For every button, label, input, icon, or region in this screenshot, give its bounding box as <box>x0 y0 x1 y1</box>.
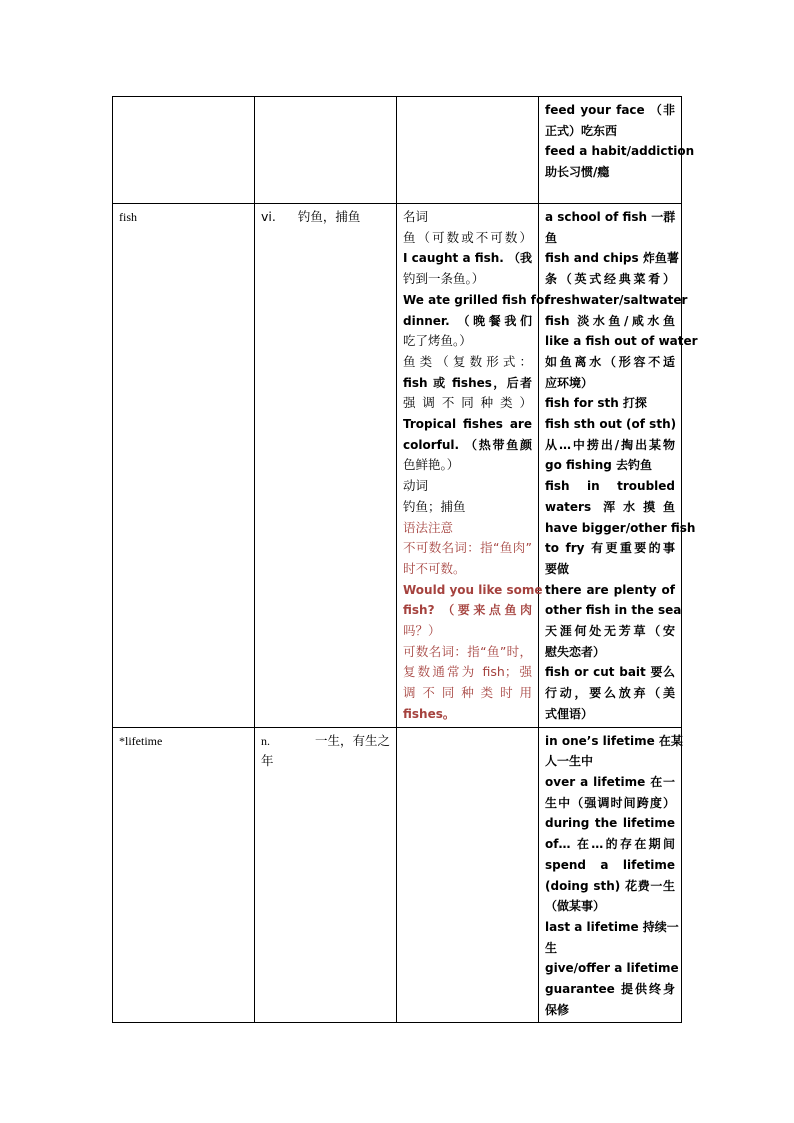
example-line: a school of fish 一群 <box>545 210 676 224</box>
usage-line: 可数名词：指“鱼”时， <box>403 643 532 659</box>
example-line: feed a habit/addiction <box>545 144 695 159</box>
example-line: like a fish out of water <box>545 334 698 349</box>
usage-line: 吗？） <box>403 623 441 639</box>
usage-line: 钓到一条鱼。） <box>403 271 485 287</box>
headword-cell <box>113 727 255 1023</box>
usage-line: 复数通常为 fish；强 <box>403 664 532 680</box>
usage-line: 调不同种类时用 <box>403 685 532 701</box>
usage-line: 动词 <box>403 478 429 494</box>
example-line: fish and chips 炸鱼薯 <box>545 251 679 266</box>
example-line: in one’s lifetime 在某 <box>545 733 683 748</box>
example-line: fish or cut bait 要么 <box>545 665 675 680</box>
usage-line: 语法注意 <box>403 519 454 535</box>
example-line: give/offer a lifetime <box>545 961 679 976</box>
usage-line: 强调不同种类） <box>403 395 532 411</box>
usage-cell <box>397 204 551 728</box>
example-line: 应环境） <box>545 375 594 390</box>
table-row <box>113 97 682 204</box>
example-line: go fishing 去钓鱼 <box>545 458 653 473</box>
pos-tag: vi. <box>261 209 276 224</box>
usage-line: I caught a fish. （我 <box>403 251 533 266</box>
example-line: 鱼 <box>545 230 558 245</box>
pos-cell <box>255 204 397 728</box>
example-line: 慰失恋者） <box>545 644 606 659</box>
usage-line: We ate grilled fish for <box>403 292 551 307</box>
pos-meaning: 钓鱼，捕鱼 <box>297 209 361 224</box>
example-line: waters 浑水摸鱼 <box>545 499 675 514</box>
example-line: 人一生中 <box>545 754 594 769</box>
pos-meaning: 一生，有生之 <box>314 732 390 748</box>
example-line: 生中（强调时间跨度） <box>545 795 675 810</box>
usage-line: 色鲜艳。） <box>403 457 460 473</box>
example-line: 正式）吃东西 <box>545 123 618 138</box>
example-line: fish 淡水鱼/咸水鱼 <box>545 313 675 328</box>
usage-line: fish 或 fishes，后者 <box>403 375 532 390</box>
usage-line: 不可数名词：指“鱼肉” <box>403 540 532 556</box>
example-line: have bigger/other fish <box>545 520 696 535</box>
pos-meaning-cont: 年 <box>261 753 274 769</box>
usage-line: colorful. （热带鱼颜 <box>403 437 532 452</box>
usage-cell <box>397 97 539 204</box>
usage-line: fishes。 <box>403 706 455 721</box>
example-line: 式俚语） <box>545 706 594 721</box>
usage-line: 名词 <box>403 209 429 224</box>
example-line: feed your face （非 <box>545 103 675 117</box>
example-line: fish for sth 打探 <box>545 396 647 411</box>
example-line: last a lifetime 持续一 <box>545 919 679 934</box>
example-line: fish sth out (of sth) <box>545 417 677 432</box>
usage-line: 钓鱼；捕鱼 <box>403 498 466 514</box>
example-line: during the lifetime <box>545 816 675 831</box>
usage-line: fish? （要来点鱼肉 <box>403 603 532 618</box>
headword-cell <box>113 97 255 204</box>
usage-line: 鱼（可数或不可数） <box>403 229 532 245</box>
table-row <box>113 727 682 1023</box>
example-line: guarantee 提供终身 <box>545 982 675 997</box>
example-line: 条（英式经典菜肴） <box>545 272 675 287</box>
example-line: （做某事） <box>545 899 606 914</box>
example-line: other fish in the sea <box>545 603 682 618</box>
usage-line: Would you like some <box>403 582 543 597</box>
example-line: spend a lifetime <box>545 857 675 872</box>
example-line: 天涯何处无芳草（安 <box>545 624 675 639</box>
examples-cell <box>539 727 682 1023</box>
example-line: 保修 <box>545 1002 570 1017</box>
vocabulary-table <box>112 96 698 1023</box>
example-line: of… 在…的存在期间 <box>545 837 675 852</box>
example-line: (doing sth) 花费一生 <box>545 878 675 893</box>
usage-line: 时不可数。 <box>403 560 466 576</box>
example-line: 助长习惯/瘾 <box>545 165 610 180</box>
usage-line: 吃了烤鱼。） <box>403 333 472 349</box>
example-line: freshwater/saltwater <box>545 292 688 307</box>
pos-cell <box>255 727 397 1023</box>
example-line: 生 <box>545 940 558 955</box>
example-line: there are plenty of <box>545 582 675 597</box>
usage-line: 鱼类（复数形式： <box>403 353 532 369</box>
example-line: fish in troubled <box>545 479 675 494</box>
example-line: to fry 有更重要的事 <box>545 541 675 556</box>
pos-tag: n. <box>261 733 270 748</box>
example-line: 如鱼离水（形容不适 <box>545 354 675 369</box>
usage-line: dinner. （晚餐我们 <box>403 313 532 328</box>
headword: fish <box>119 210 137 224</box>
examples-cell <box>539 204 698 728</box>
example-line: 从…中捞出/掏出某物 <box>545 437 675 452</box>
example-line: 行动，要么放弃（美 <box>545 686 675 701</box>
pos-cell <box>255 97 397 204</box>
usage-cell <box>397 727 539 1023</box>
usage-line: Tropical fishes are <box>403 417 532 432</box>
table-row <box>113 204 682 728</box>
headword: *lifetime <box>119 733 163 748</box>
headword-cell <box>113 204 255 728</box>
example-line: 要做 <box>545 561 570 576</box>
examples-cell <box>539 97 695 204</box>
example-line: over a lifetime 在一 <box>545 774 675 789</box>
